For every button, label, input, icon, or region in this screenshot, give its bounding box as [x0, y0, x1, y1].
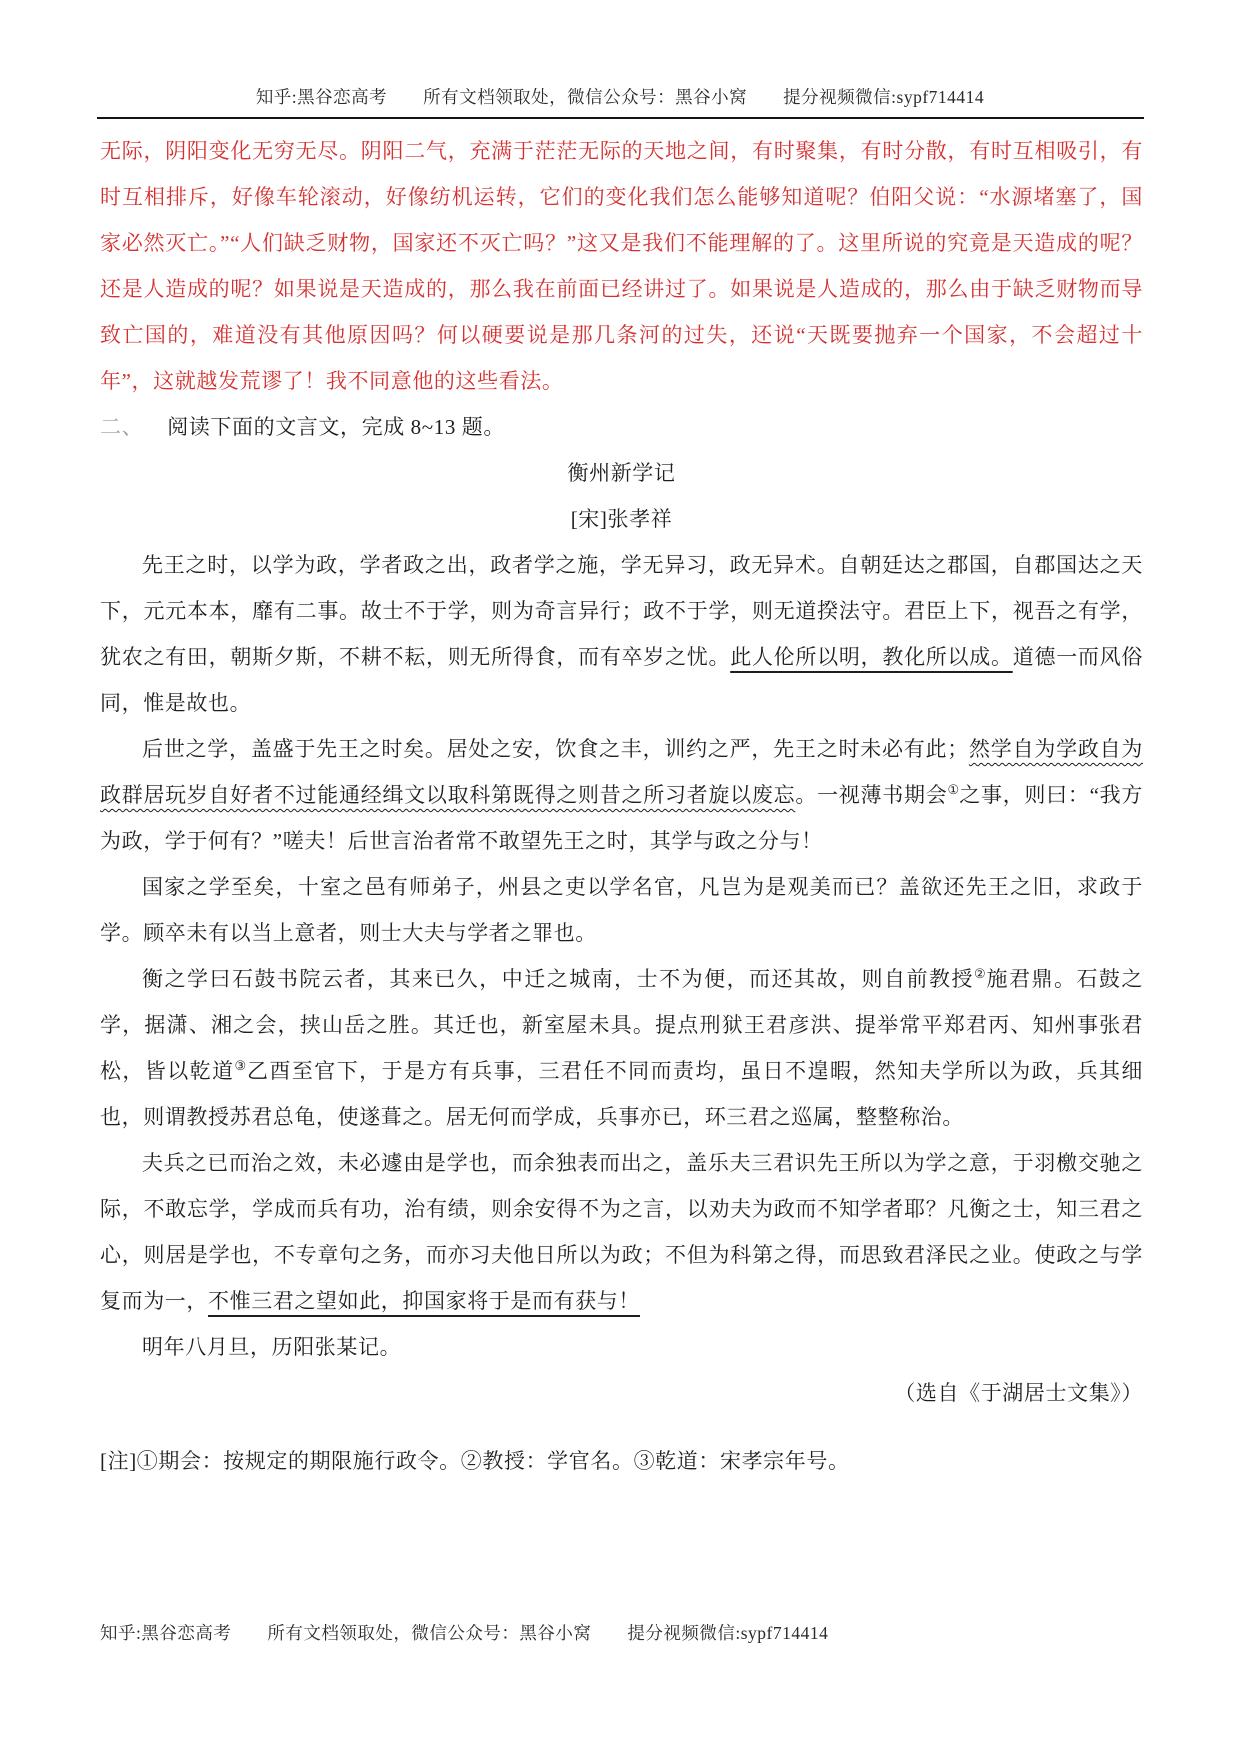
text-segment-normal: 施君鼎。石鼓之学，据潇、湘之会，挟山岳之胜。其迁也，新室屋未具。提点刑狱王君彦洪、提举常平郑君丙、知州事张君松，皆以乾道 — [100, 967, 1144, 1083]
article-paragraph — [100, 1324, 1143, 1370]
article-author: [宋]张孝祥 — [570, 507, 673, 531]
text-segment-underline: 不惟三君之望如此，抑国家将于是而有获与！ — [208, 1289, 640, 1313]
article-paragraph — [100, 956, 1143, 1140]
section-instruction: 阅读下面的文言文，完成 8~13 题。 — [167, 415, 505, 439]
document-content — [100, 128, 1143, 1484]
page-footer — [100, 1620, 1140, 1645]
article-paragraph — [100, 864, 1143, 956]
article-notes: [注]①期会：按规定的期限施行政令。②教授：学官名。③乾道：宋孝宗年号。 — [100, 1449, 850, 1473]
footer-text: 知乎:黑谷恋高考 所有文档领取处，微信公众号：黑谷小窝 提分视频微信:sypf714414 — [100, 1623, 829, 1643]
header-text: 知乎:黑谷恋高考 所有文档领取处，微信公众号：黑谷小窝 提分视频微信:sypf714414 — [255, 87, 985, 107]
text-segment-normal: 乙酉至官下，于是方有兵事，三君任不同而责均，虽日不遑暇，然知夫学所以为政，兵其细也，则谓教授苏君总龟，使遂葺之。居无何而学成，兵事亦已，环三君之巡属，整整称治。 — [100, 1059, 1144, 1129]
article-paragraph — [100, 542, 1143, 726]
header-divider — [97, 117, 1144, 119]
translation-paragraph: 无际，阴阳变化无穷无尽。阴阳二气，充满于茫茫无际的天地之间，有时聚集，有时分散，有时互相吸引，有时互相排斥，好像车轮滚动，好像纺机运转，它们的变化我们怎么能够知道呢？伯阳父说：“水源堵塞了，国家必然灭亡。”“人们缺乏财物，国家还不灭亡吗？”这又是我们不能理解的了。这里所说的究竟是天造成的呢？还是人造成的呢？如果说是天造成的，那么我在前面已经讲过了。如果说是人造成的，那么由于缺乏财物而导致亡国的，难道没有其他原因吗？何以硬要说是那几条河的过失，还说“天既要抛弃一个国家，不会超过十年”，这就越发荒谬了！我不同意他的这些看法。 — [100, 139, 1143, 393]
text-segment-normal: 明年八月旦，历阳张某记。 — [142, 1335, 402, 1359]
text-segment-sup: ① — [947, 782, 960, 797]
article-source: （选自《于湖居士文集》） — [894, 1381, 1143, 1405]
text-segment-wavy: 然学自为学政自为政群居玩岁自好者不过能通经缉文以取科第既得之则昔之所习者旋以废忘 — [100, 737, 1143, 807]
text-segment-sup: ② — [973, 966, 987, 981]
text-segment-normal: 先王之时，以学为政，学者政之出，政者学之施，学无异习，政无异术。自朝廷达之郡国，自郡国达之天下，元元本本，靡有二事。故士不于学，则为奇言异行；政不于学，则无道揆法守。君臣上下，视吾之有学，犹农之有田，朝斯夕斯，不耕不耘，则无所得食，而有卒岁之忧。 — [100, 553, 1143, 669]
text-segment-normal: 道德一而风俗同，惟是故也。 — [100, 645, 1143, 715]
section-heading — [100, 404, 1143, 450]
article-paragraph — [100, 726, 1143, 864]
text-segment-normal: 后世之学，盖盛于先王之时矣。居处之安，饮食之丰，训约之严，先王之时未必有此； — [142, 737, 969, 761]
text-segment-normal: 衡之学曰石鼓书院云者，其来已久，中迁之城南，士不为便，而还其故，则自前教授 — [142, 967, 974, 991]
text-segment-underline: 此人伦所以明，教化所以成。 — [730, 645, 1013, 669]
section-number: 二、 — [100, 415, 144, 439]
text-segment-normal: 夫兵之已而治之效，未必遽由是学也，而余独表而出之，盖乐夫三君识先王所以为学之意，于羽檄交驰之际，不敢忘学，学成而兵有功，治有绩，则余安得不为之言，以劝夫为政而不知学者耶？凡衡之士，知三君之心，则居是学也，不专章句之务，而亦习夫他日所以为政；不但为科第之得，而思致君泽民之业。使政之与学复而为一， — [100, 1151, 1143, 1313]
text-segment-normal: 之事，则曰：“我方为政，学于何有？”嗟夫！后世言治者常不敢望先王之时，其学与政之分与！ — [100, 783, 1144, 853]
text-segment-sup: ③ — [234, 1058, 248, 1073]
article-title: 衡州新学记 — [567, 461, 676, 485]
page-header — [100, 84, 1140, 109]
text-segment-normal: 国家之学至矣，十室之邑有师弟子，州县之吏以学名官，凡岂为是观美而已？盖欲还先王之旧，求政于学。顾卒未有以当上意者，则士大夫与学者之罪也。 — [100, 875, 1143, 945]
article-paragraph — [100, 1140, 1143, 1324]
text-segment-normal: 。一视薄书期会 — [795, 783, 948, 807]
article-body — [100, 542, 1143, 1370]
